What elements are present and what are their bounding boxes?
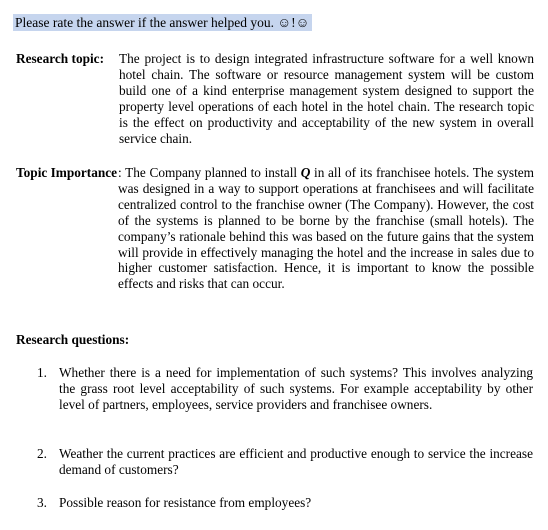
rate-note: Please rate the answer if the answer helped you. ☺!☺: [13, 14, 312, 31]
topic-importance-text-start: : The Company planned to install: [118, 165, 301, 180]
topic-importance-section: [16, 165, 534, 292]
question-number: 3.: [37, 495, 47, 510]
question-number: 2.: [37, 446, 47, 461]
topic-importance-text: [118, 165, 534, 292]
question-number: 1.: [37, 365, 47, 380]
system-variable-q: Q: [300, 165, 311, 180]
research-topic-text: The project is to design integrated infrastructure software for a well known hotel chain. The software or resource management system will be custom build one of a kind enterprise management system designed to support the property level operations of each hotel in the hotel chain. The research topic is the effect on productivity and acceptability of the new system in overall service chain.: [119, 51, 534, 146]
research-question-item: [37, 495, 533, 511]
research-topic-label: Research topic:: [16, 51, 105, 66]
research-topic-section: [16, 51, 534, 146]
question-text: Possible reason for resistance from employees?: [59, 495, 312, 510]
research-questions-heading: Research questions:: [16, 332, 130, 347]
topic-importance-text-end: in all of its franchisee hotels. The system was designed in a way to support operations at franchisees and will facilitate centralized control to the franchise owner (The Company). However, the cost of the systems is planned to be borne by the franchise (small hotels). The company’s rationale behind this was based on the future gains that the system will provide in effectively managing the hotel and the increase in sales due to higher customer satisfaction. Hence, it is important to know the possible effects and risks that can occur.: [118, 165, 535, 292]
question-text: Whether there is a need for implementation of such systems? This involves analyzing the grass root level acceptability of such systems. For example acceptability by other level of partners, employees, service providers and franchisee owners.: [59, 365, 533, 412]
research-question-item: [37, 446, 533, 478]
topic-importance-label: Topic Importance: [16, 165, 118, 180]
research-question-item: [37, 365, 533, 413]
question-text: Weather the current practices are efficient and productive enough to service the increase demand of customers?: [59, 446, 533, 477]
